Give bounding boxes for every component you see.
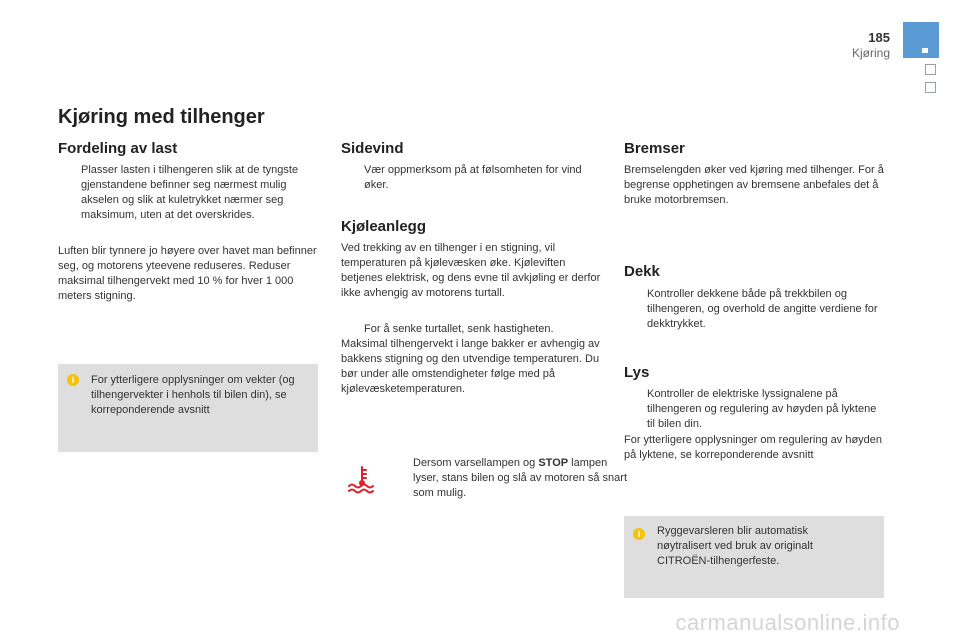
coolant-temperature-warning-icon	[346, 464, 378, 494]
chapter-tab-active[interactable]	[903, 22, 939, 58]
warning-text-post: lampen lyser, stans bilen og slå av motoren så snart som mulig.	[413, 457, 627, 499]
bullet-speed	[341, 322, 609, 337]
paragraph-altitude: Luften blir tynnere jo høyere over havet man befinner seg, og motorens yteevene reduseres. Reduser maksimal tilhengervekt med 10 % for hver 1 000 meters stigning.	[58, 245, 317, 302]
chapter-tab-square[interactable]	[925, 64, 936, 75]
bullet-text: For å senke turtallet, senk hastigheten.	[364, 323, 554, 335]
stop-label: STOP	[538, 457, 569, 469]
bullet-text: Kontroller dekkene både på trekkbilen og tilhengeren, og overhold de angitte verdiene for dekktrykket.	[647, 288, 878, 330]
info-icon: i	[633, 528, 645, 540]
paragraph-cooling: Ved trekking av en tilhenger i en stigning, vil temperaturen på kjølevæsken øke. Kjøleviften betjenes elektrisk, og dens evne til avkjøling er derfor ikke avhengig av motorens turtall.	[341, 242, 601, 299]
page-number: 185	[868, 30, 890, 45]
bullet-text: Vær oppmerksom på at følsomheten for vind øker.	[364, 164, 582, 191]
heading-dekk: Dekk	[624, 263, 660, 280]
heading-sidevind: Sidevind	[341, 140, 404, 157]
heading-lys: Lys	[624, 364, 650, 381]
heading-kjoleanlegg: Kjøleanlegg	[341, 218, 427, 235]
warning-bullet	[390, 456, 627, 501]
paragraph-hills: Maksimal tilhengervekt i lange bakker er avhengig av bakkens stigning og den utvendige temperaturen. Du bør under alle omstendigheter følge med på kjølevæsketemperaturen.	[341, 338, 600, 395]
bullet-crosswind	[341, 163, 609, 193]
chapter-tab-square[interactable]	[925, 82, 936, 93]
watermark: carmanualsonline.info	[675, 610, 900, 635]
info-note-text: Ryggevarsleren blir automatisk nøytralisert ved bruk av originalt CITROËN-tilhengerfeste.	[657, 525, 813, 567]
section-label: Kjøring	[851, 46, 890, 60]
info-note	[58, 364, 318, 452]
info-note-text: For ytterligere opplysninger om vekter (og tilhengervekter i henhols til bilen din), se korreponderende avsnitt	[91, 374, 295, 416]
paragraph-brakes: Bremselengden øker ved kjøring med tilhenger. For å begrense opphetingen av bremsene anbefales det å bruke motorbremsen.	[624, 164, 884, 206]
heading-bremser: Bremser	[624, 140, 685, 157]
bullet-lights	[624, 387, 887, 432]
page-title: Kjøring med tilhenger	[58, 106, 265, 128]
paragraph-lights: For ytterligere opplysninger om regulering av høyden på lyktene, se korreponderende avsnitt	[624, 434, 883, 461]
bullet-text: Plasser lasten i tilhengeren slik at de tyngste gjenstandene befinner seg nærmest mulig akselen og slik at kuletrykket nærmer seg maksimum, uten at det overskrides.	[81, 164, 299, 221]
warning-text-pre: Dersom varsellampen og	[413, 457, 539, 469]
bullet-load	[58, 163, 318, 223]
bullet-text: Kontroller de elektriske lyssignalene på tilhengeren og regulering av høyden på lyktene til bilen din.	[647, 388, 877, 430]
bullet-tyres	[624, 287, 887, 332]
tab-marker-icon	[922, 48, 928, 53]
info-note	[624, 516, 884, 598]
heading-fordeling: Fordeling av last	[58, 140, 178, 157]
info-icon: i	[67, 374, 79, 386]
